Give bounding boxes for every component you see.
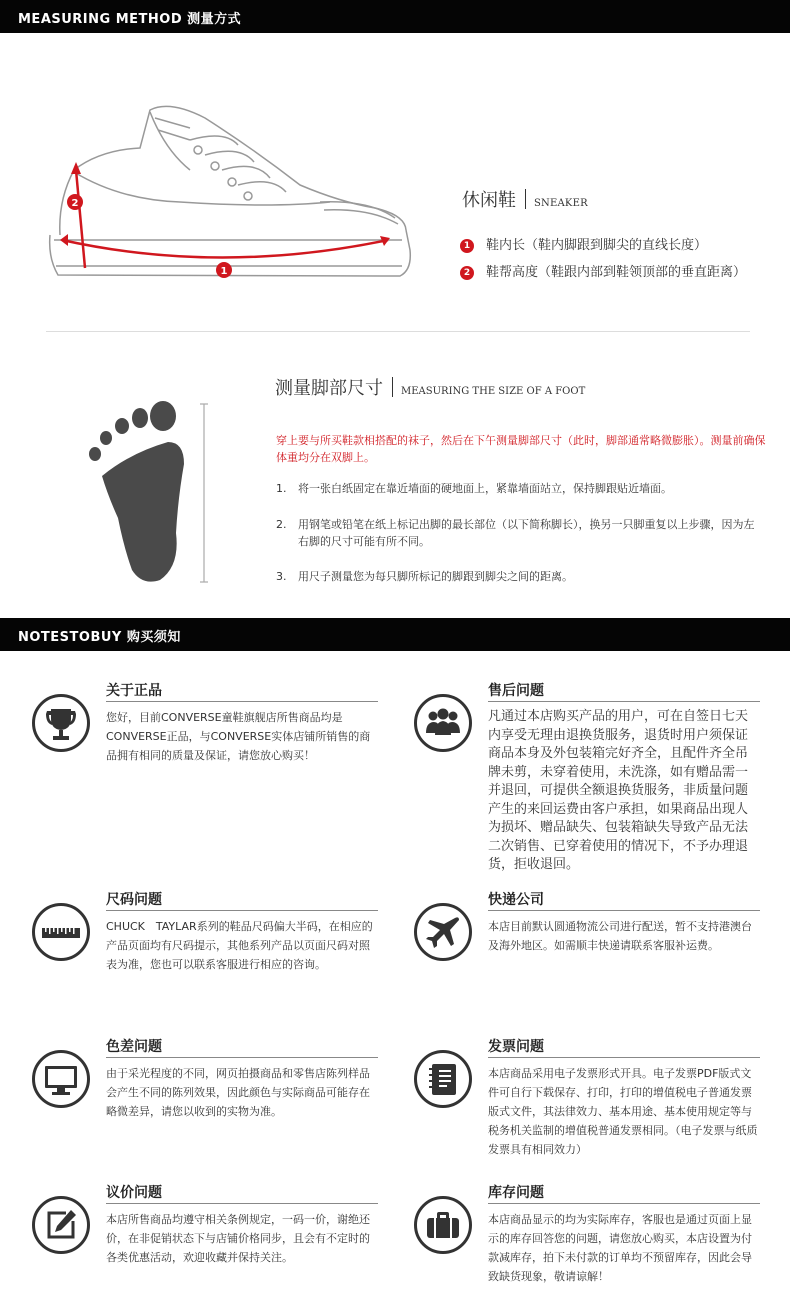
section-title: MEASURING METHOD 测量方式: [18, 12, 242, 27]
airplane-icon: [414, 903, 472, 961]
note-title: 发票问题: [488, 1039, 544, 1055]
sneaker-diagram: [40, 90, 420, 300]
foot-title-en: MEASURING THE SIZE OF A FOOT: [401, 386, 586, 397]
note-invoice: [488, 1036, 760, 1159]
legend-number: 2: [460, 266, 474, 280]
step-number: 3.: [276, 570, 287, 583]
note-body: 由于采光程度的不同，网页拍摄商品和零售店陈列样品会产生不同的陈列效果，因此颜色与实际商品可能存在略微差异，请您以收到的实物为准。: [106, 1067, 370, 1118]
step-2: [276, 516, 756, 550]
suitcase-icon: [414, 1196, 472, 1254]
header-measuring-method: [0, 0, 790, 33]
legend-item-2: [460, 261, 746, 280]
sneaker-title-cn: 休闲鞋: [462, 190, 516, 211]
edit-icon: [32, 1196, 90, 1254]
note-title: 色差问题: [106, 1039, 162, 1055]
foot-diagram: [80, 398, 220, 588]
note-body: 您好，目前CONVERSE童鞋旗舰店所售商品均是CONVERSE正品，与CONVERSE实体店铺所销售的商品拥有相同的质量及保证，请您放心购买！: [106, 711, 371, 762]
step-number: 1.: [276, 482, 287, 495]
step-number: 2.: [276, 518, 287, 531]
note-color: [106, 1036, 378, 1121]
foot-measuring-note: 穿上要与所买鞋款相搭配的袜子，然后在下午测量脚部尺寸（此时，脚部通常略微膨胀）。测量前确保体重均分在双脚上。: [276, 434, 766, 464]
note-body: 凡通过本店购买产品的用户，可在自签日七天内享受无理由退换货服务，退货时用户须保证商品本身及外包装箱完好齐全，且配件齐全吊牌未剪，未穿着使用，未洗涤，如有赠品需一并退回，可提供全额退换货服务，非质量问题产生的来回运费由客户承担，如果商品出现人为损坏、赠品缺失、包装箱缺失导致产品无法二次销售、已穿着使用的情况下，不予办理退货，拒收退回。: [488, 709, 749, 872]
monitor-icon: [32, 1050, 90, 1108]
note-body: CHUCK TAYLAR系列的鞋品尺码偏大半码，在相应的产品页面均有尺码提示，其他系列产品以页面尺码对照表为准，您也可以联系客服进行相应的咨询。: [106, 920, 373, 971]
svg-text:1: 1: [220, 266, 228, 277]
people-icon: [414, 694, 472, 752]
note-express: [488, 889, 760, 955]
section-divider: [46, 331, 750, 332]
notebook-icon: [414, 1050, 472, 1108]
step-text: 用钢笔或铅笔在纸上标记出脚的最长部位（以下简称脚长），换另一只脚重复以上步骤，因为左右脚的尺寸可能有所不同。: [298, 518, 755, 548]
note-title: 库存问题: [488, 1185, 544, 1201]
step-1: [276, 480, 756, 497]
note-body: 本店所售商品均遵守相关条例规定，一码一价，谢绝还价，在非促销状态下与店铺价格同步，且会有不定时的各类优惠活动，欢迎收藏并保持关注。: [106, 1213, 370, 1264]
note-price: [106, 1182, 378, 1267]
sneaker-heading: [462, 186, 588, 212]
note-title: 关于正品: [106, 683, 162, 699]
note-title: 快递公司: [488, 892, 544, 908]
note-body: 本店目前默认圆通物流公司进行配送，暂不支持港澳台及海外地区。如需顺丰快递请联系客服补运费。: [488, 920, 752, 952]
legend-text: 鞋内长（鞋内脚跟到脚尖的直线长度）: [486, 238, 708, 253]
trophy-icon: [32, 694, 90, 752]
note-aftersale: [488, 680, 760, 875]
note-size: [106, 889, 378, 974]
legend-number: 1: [460, 239, 474, 253]
step-text: 将一张白纸固定在靠近墙面的硬地面上，紧靠墙面站立，保持脚跟贴近墙面。: [298, 482, 672, 495]
note-title: 售后问题: [488, 683, 544, 699]
legend-text: 鞋帮高度（鞋跟内部到鞋领顶部的垂直距离）: [486, 265, 747, 280]
note-body: 本店商品显示的均为实际库存，客服也是通过页面上显示的库存回答您的问题，请您放心购买，本店设置为付款减库存，拍下未付款的订单均不预留库存，因此会导致缺货现象，敬请谅解！: [488, 1213, 752, 1283]
step-3: [276, 568, 756, 585]
note-title: 议价问题: [106, 1185, 162, 1201]
header-notes-to-buy: [0, 618, 790, 651]
ruler-icon: [32, 903, 90, 961]
svg-text:2: 2: [71, 198, 79, 209]
section-title: NOTESTOBUY 购买须知: [18, 630, 181, 645]
note-stock: [488, 1182, 760, 1286]
foot-title-cn: 测量脚部尺寸: [275, 378, 383, 399]
note-body: 本店商品采用电子发票形式开具。电子发票PDF版式文件可自行下载保存、打印，打印的增值税电子普通发票版式文件，其法律效力、基本用途、基本使用规定等与税务机关监制的增值税普通发票相同。（电子发票与纸质发票具有相同效力）: [488, 1067, 758, 1156]
sneaker-title-en: SNEAKER: [534, 198, 588, 209]
note-title: 尺码问题: [106, 892, 162, 908]
note-genuine: [106, 680, 378, 765]
step-text: 用尺子测量您为每只脚所标记的脚跟到脚尖之间的距离。: [298, 570, 573, 583]
legend-item-1: [460, 234, 707, 253]
foot-heading: [275, 374, 585, 400]
